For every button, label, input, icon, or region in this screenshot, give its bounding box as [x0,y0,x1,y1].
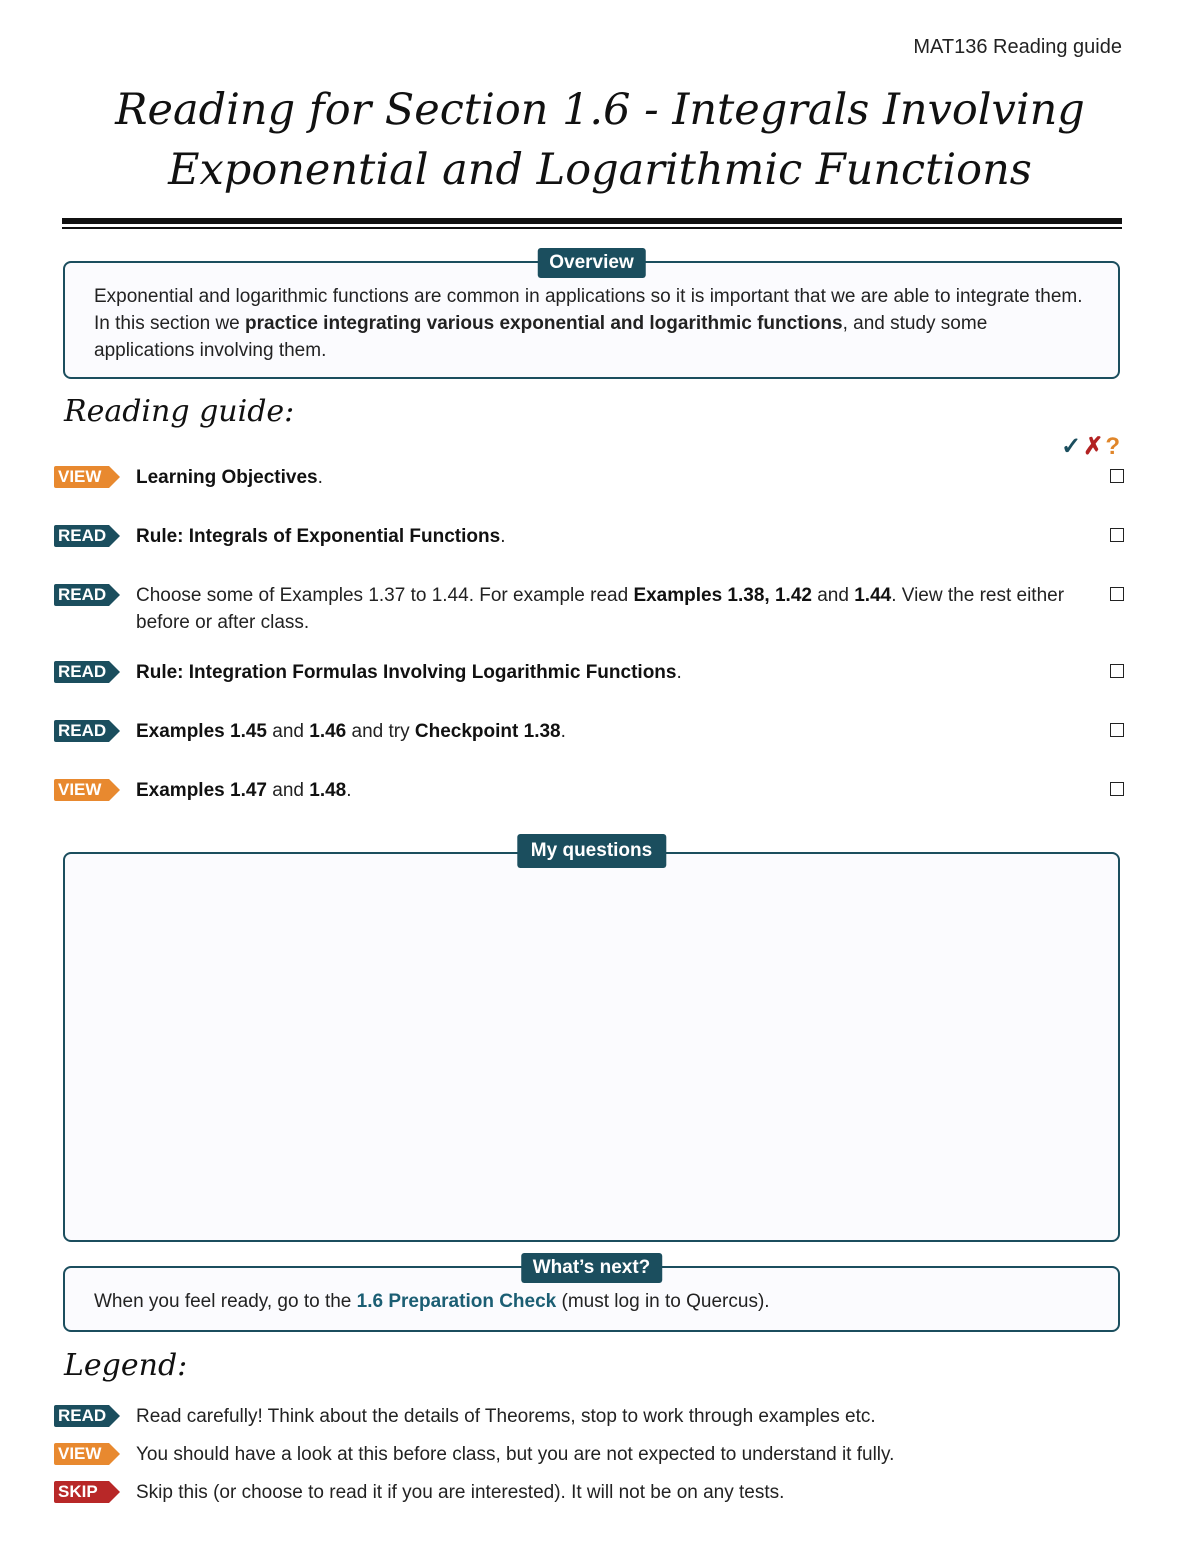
item-checkbox[interactable] [1110,587,1124,601]
title-divider-thin [62,227,1122,229]
reading-guide-heading: Reading guide: [64,394,295,429]
overview-text-bold: practice integrating various exponential and logarithmic functions [245,313,843,334]
overview-text-a: Exponential and logarithmic functions are common in applications so it is important that we are able to integrate them. In this section we [94,286,1083,334]
reading-item-fragment: Choose some of Examples 1.37 to 1.44. For example read [136,585,634,606]
read-tag: READ [54,525,109,547]
status-marks [1061,432,1122,461]
reading-item-fragment: 1.44 [854,585,892,606]
title-line-1: Reading for Section 1.6 - Integrals Involving [115,85,1085,135]
item-checkbox[interactable] [1110,528,1124,542]
title-line-2: Exponential and Logarithmic Functions [168,145,1032,195]
reading-item-fragment: 1.46 [309,721,347,742]
view-tag: VIEW [54,779,109,801]
reading-item-text [136,582,1066,636]
reading-item-fragment: Rule: Integration Formulas Involving Logarithmic Functions [136,662,677,683]
page-title [0,80,1200,200]
view-tag: VIEW [54,466,109,488]
reading-item-fragment: Examples 1.45 [136,721,267,742]
legend-item-text: You should have a look at this before class, but you are not expected to understand it fully. [136,1444,895,1465]
reading-item-text [136,659,1066,686]
read-tag: READ [54,584,109,606]
my-questions-label: My questions [517,834,666,868]
check-icon: ✓ [1061,433,1084,460]
whats-next-box [63,1257,1120,1332]
preparation-check-link[interactable]: 1.6 Preparation Check [356,1291,557,1312]
whats-next-text-b: (must log in to Quercus). [556,1291,770,1312]
reading-item-fragment: and [811,585,855,606]
reading-item-fragment: . [317,467,323,488]
reading-item-fragment: Checkpoint 1.38 [414,721,561,742]
reading-item-text [136,718,1066,745]
reading-item-fragment: Rule: Integrals of Exponential Functions [136,526,501,547]
item-checkbox[interactable] [1110,664,1124,678]
skip-tag: SKIP [54,1481,109,1503]
overview-box [63,252,1120,379]
reading-item-fragment: and try [346,721,415,742]
read-tag: READ [54,1405,109,1427]
reading-item-fragment: . View the rest either before or after class. [136,585,1065,633]
legend-item-text: Skip this (or choose to read it if you are interested). It will not be on any tests. [136,1482,785,1503]
item-checkbox[interactable] [1110,723,1124,737]
reading-item-text [136,523,1066,550]
item-checkbox[interactable] [1110,782,1124,796]
title-divider-thick [62,218,1122,224]
reading-item-fragment: . [560,721,566,742]
overview-text [94,283,1090,364]
cross-icon: ✗ [1083,433,1106,460]
reading-item-fragment: and [266,780,310,801]
whats-next-text [94,1288,1090,1315]
whats-next-text-a: When you feel ready, go to the [94,1291,357,1312]
reading-item-fragment: Examples 1.47 [136,780,267,801]
course-header: MAT136 Reading guide [913,36,1122,58]
reading-item-fragment: 1.48 [309,780,347,801]
reading-item-fragment: . [676,662,682,683]
reading-item-fragment: . [500,526,506,547]
item-checkbox[interactable] [1110,469,1124,483]
reading-item-fragment: Examples 1.38, 1.42 [633,585,812,606]
read-tag: READ [54,661,109,683]
reading-item-text [136,464,1066,491]
whats-next-label: What’s next? [521,1253,663,1283]
question-icon: ? [1105,433,1122,460]
overview-label: Overview [537,248,646,278]
learning-objectives-link[interactable]: Learning Objectives [136,467,318,488]
reading-item-fragment: . [346,780,352,801]
overview-text-b: , and study some applications involving them. [94,313,988,361]
view-tag: VIEW [54,1443,109,1465]
legend-heading: Legend: [64,1348,188,1383]
reading-item-text [136,777,1066,804]
my-questions-box[interactable] [63,840,1120,1242]
legend-item-text: Read carefully! Think about the details of Theorems, stop to work through examples etc. [136,1406,876,1427]
reading-item-fragment: and [266,721,310,742]
read-tag: READ [54,720,109,742]
